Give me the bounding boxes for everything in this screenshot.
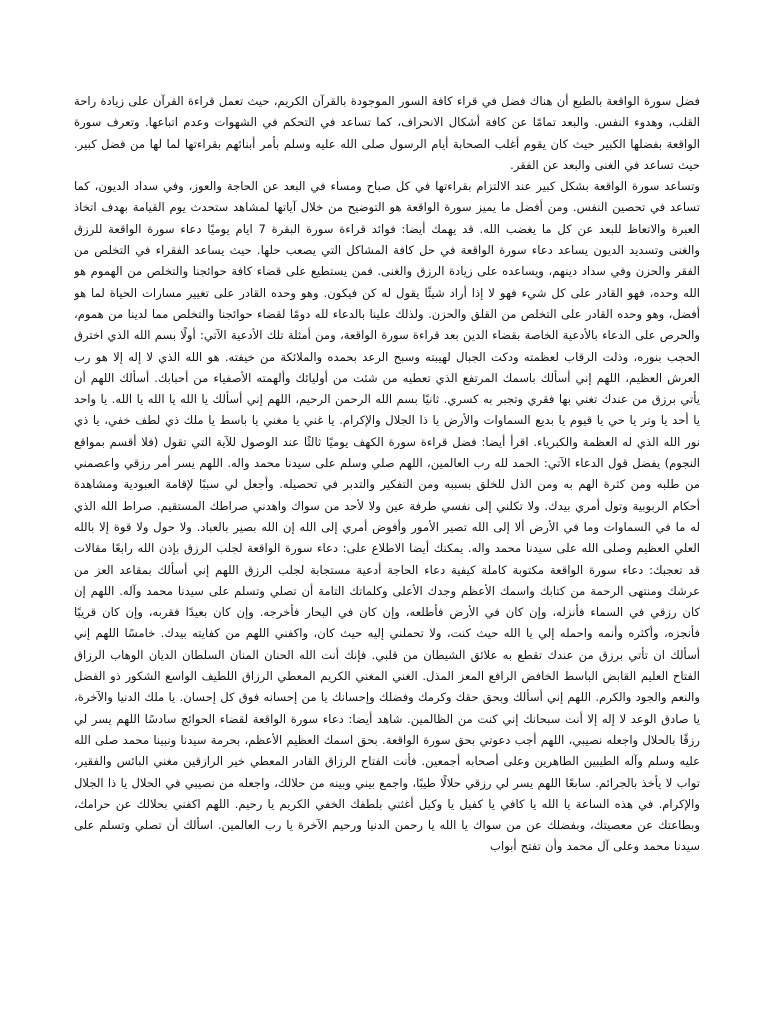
article-body bbox=[74, 91, 700, 981]
paragraph-intro: فضل سورة الواقعة بالطبع أن هناك فضل في قراء كافة السور الموجودة بالقرآن الكريم، حيث تعمل قراءة القرآن على زيادة راحة القلب، وهدوء النفس. والبعد تمامًا عن كافة أشكال الانحراف، كما تساعد في التحكم في الشهوات وعدم اتباعها. وتعرف سورة الواقعة بفضلها الكبير حيث كان يقوم أغلب الصحابة أيام الرسول صلى الله عليه وسلم بأمر أبنائهم بقراءتها لما لها من فضل كبير. حيث تساعد في الغنى والبعد عن الفقر. bbox=[74, 94, 700, 172]
paragraph-body: وتساعد سورة الواقعة بشكل كبير عند الالتزام بقراءتها في كل صباح ومساء في البعد عن الحاجة والعوز، وفي سداد الديون، كما تساعد في تحصين النفس. ومن أفضل ما يميز سورة الواقعة هو التوضيح من خلال آياتها لمشاهد ستحدث يوم القيامة بهدف اتخاذ العبرة والاتعاظ للبعد عن كل ما يغضب الله. قد يهمك أيضا: فوائد قراءة سورة البقرة 7 ايام يوميًا دعاء سورة الواقعة للرزق والغنى وتسديد الديون يساعد دعاء سورة الواقعة في حل كافة المشاكل التي يصعب حلها. حيث يساعد الفقراء في التخلص من الفقر والحزن وفي سداد دينهم، ويساعده على زيادة الرزق والغنى. فمن يستطيع على قضاء كافة حوائجنا والتخلص من الهموم هو الله وحده، فهو القادر على كل شيء فهو لا إذا أراد شيئًا يقول له كن فيكون. وهو وحده القادر على تغيير مسارات الحياة لما هو أفضل، وهو وحده القادر على التخلص من القلق والحزن. ولذلك علينا بالدعاء لله دومًا لقضاء حوائجنا والتخلص مما لدينا من هموم، والحرص على الدعاء بالأدعية الخاصة بقضاء الدين بعد قراءة سورة الواقعة، ومن أمثلة تلك الأدعية الآتي: أولًا بسم الله الذي اخترق الحجب بنوره، وذلت الرقاب لعظمته ودكت الجبال لهيبته وسبح الرعد بحمده والملائكة من خيفته. هو الله الذي لا إله إلا هو رب العرش العظيم، اللهم إني أسألك باسمك المرتفع الذي تعطيه من شئت من أوليائك وألهمته الأصفياء من أحبابك. أسألك اللهم أن يأتي برزق من عندك تغني بها فقري وتجبر به كسري. ثانيًا بسم الله الرحمن الرحيم، اللهم إني أسألك يا الله يا الله يا الله. يا واحد يا أحد يا وتر يا حي يا قيوم يا بديع السماوات والأرض يا ذا الجلال والإكرام. يا غني يا مغني يا باسط يا ملك ذي لطف خفي، يا ذي نور الله الذي له العظمة والكبرياء. اقرأ أيضا: فضل قراءة سورة الكهف يوميًا ثالثًا عند الوصول للآية التي تقول (فلا أقسم بمواقع النجوم) يفضل قول الدعاء الآتي: الحمد لله رب العالمين، اللهم صلي وسلم على سيدنا محمد واله. اللهم يسر أمر رزقي واعصمني من طلبه ومن كثرة الهم به ومن الذل للخلق بسببه ومن التفكير والتدبر في تحصيله. وأجعل لي سببًا لإقامة العبودية ومشاهدة أحكام الربوبية وتول أمري بيدك. ولا تكلني إلى نفسي طرفة عين ولا لأحد من سواك واهدني صراطك المستقيم. صراط الله الذي له ما في السماوات وما في الأرض ألا إلى الله تصير الأمور وأفوض أمري إلى الله إن الله بصير بالعباد. ولا حول ولا قوة إلا بالله العلي العظيم وصلى الله على سيدنا محمد واله. يمكنك أيضا الاطلاع على: دعاء سورة الواقعة لجلب الرزق بإذن الله رابعًا مقالات قد تعجبك: دعاء سورة الواقعة مكتوبة كاملة كيفية دعاء الحاجة أدعية مستجابة لجلب الرزق اللهم إني أسألك بمقاعد العز من عرشك ومنتهى الرحمة من كتابك واسمك الأعظم وجدك الأعلى وكلماتك التامة أن تصلي وتسلم على سيدنا محمد وآله. اللهم إن كان رزقي في السماء فأنزله، وإن كان في الأرض فأطلعه، وإن كان في البحار فأخرجه. وإن كان بعيدًا فقربه، وإن كان قريبًا فأنجزه، وأكثره وأنمه واحمله إلي يا الله حيث كنت، ولا تحملني إليه حيث كان، واكفني اللهم من كفايته بيدك. خامسًا اللهم إني أسألك ان تأتي برزق من عندك تقطع به علائق الشيطان من قلبي. فإنك أنت الله الحنان المنان السلطان الديان الوهاب الرزاق الفتاح العليم القابض الباسط الخافض الرافع المعز المذل. الغني المغني الكريم المعطي الرزاق اللطيف الواسع الشكور ذو الفضل والنعم والجود والكرم. اللهم إني أسألك وبحق حقك وكرمك وفضلك وإحسانك يا من إحسانه فوق كل إحسان. يا ملك الدنيا والآخرة، يا صادق الوعد لا إله إلا أنت سبحانك إني كنت من الظالمين. شاهد أيضا: دعاء سورة الواقعة لقضاء الحوائج سادسًا اللهم يسر لي رزقًا بالحلال واجعله نصيبي، اللهم أجب دعوتي بحق سورة الواقعة. بحق اسمك العظيم الأعظم، بحرمة سيدنا ونبينا محمد صلى الله عليه وسلم وآله الطيبين الطاهرين وعلى أصحابه أجمعين. فأنت الفتاح الرزاق القادر المعطي خير الرازقين مغني البائس والفقير، تواب لا يأخذ بالجرائم. سابعًا اللهم يسر لي رزقي حلالًا طيبًا، واجمع بيني وبينه من حلالك، واجعله من نصيبي في الحلال يا ذا الجلال والإكرام. في هذه الساعة يا الله يا كافي يا كفيل يا وكيل أغثني بلطفك الخفي الكريم يا رحيم. اللهم اكفني بحلالك عن حرامك، وبطاعتك عن معصيتك، وبفضلك عن من سواك يا الله يا رحمن الدنيا ورحيم الآخرة يا رب العالمين. اسألك أن تصلي وتسلم على سيدنا محمد وعلى آل محمد وأن تفتح أبواب bbox=[74, 179, 700, 854]
